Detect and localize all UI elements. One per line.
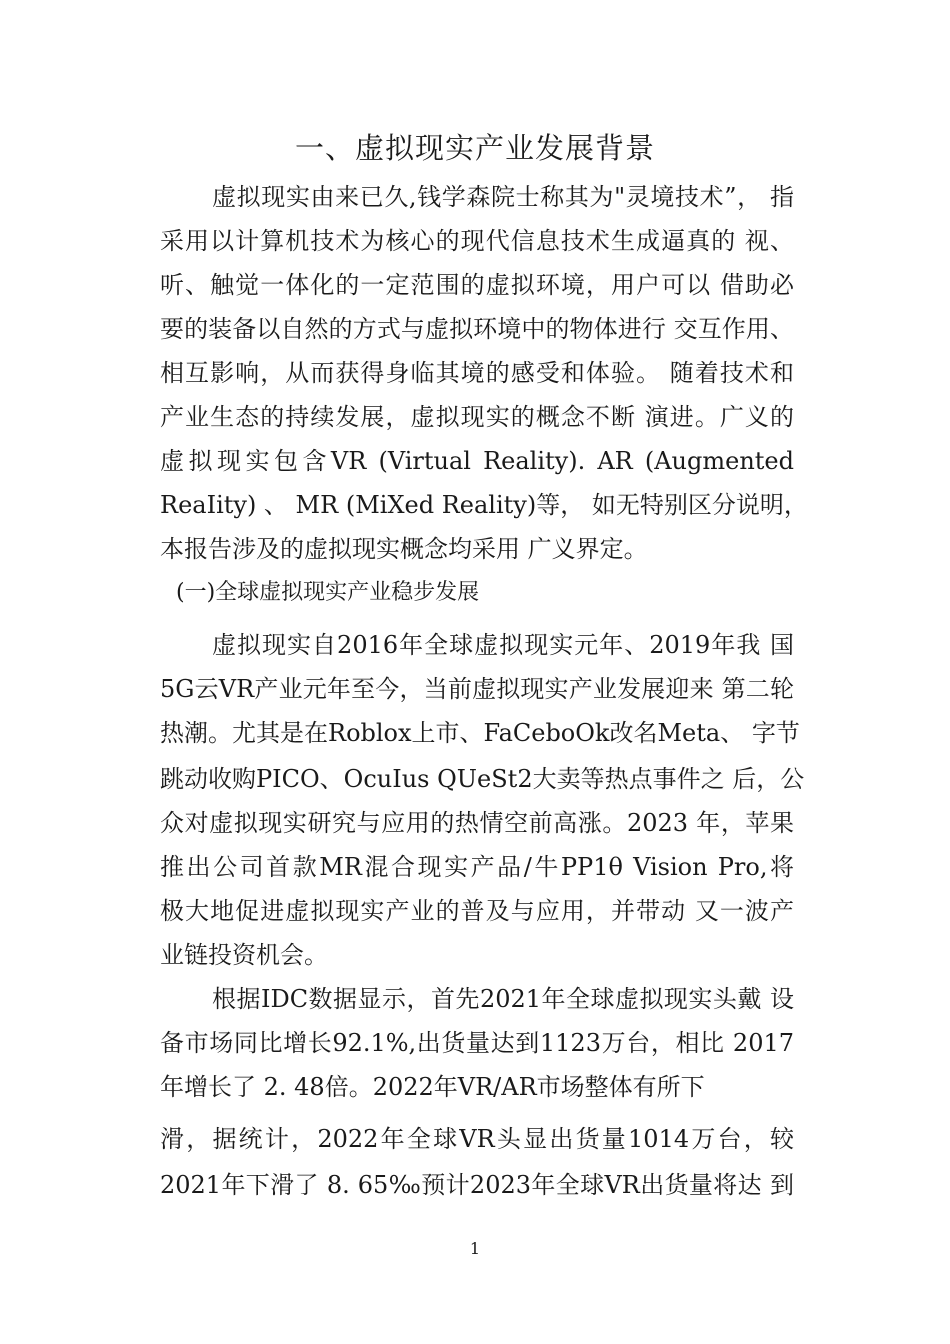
- paragraph-4-line-2: 2021年下滑了 8. 65‰预计2023年全球VR出货量将达 到: [160, 1171, 794, 1199]
- paragraph-1-line-5: 相互影响，从而获得身临其境的感受和体验。 随着技术和: [160, 359, 794, 387]
- paragraph-1-line-3: 听、触觉一体化的一定范围的虚拟环境，用户可以 借助必: [160, 271, 794, 299]
- paragraph-1-line-2: 采用以计算机技术为核心的现代信息技术生成逼真的 视、: [160, 227, 794, 255]
- paragraph-3-line-3: 年增长了 2. 48倍。2022年VR/AR市场整体有所下: [160, 1073, 705, 1101]
- page-number: 1: [469, 1239, 481, 1258]
- paragraph-4-line-1: 滑，据统计，2022年全球VR头显出货量1014万台，较: [160, 1125, 794, 1153]
- paragraph-2-line-1: 虚拟现实自2016年全球虚拟现实元年、2019年我 国: [212, 631, 794, 659]
- paragraph-2-line-8: 业链投资机会。: [160, 941, 328, 969]
- paragraph-2-line-7: 极大地促进虚拟现实产业的普及与应用，并带动 又一波产: [160, 897, 794, 925]
- paragraph-1-line-1: 虚拟现实由来已久,钱学森院士称其为"灵境技术”， 指: [212, 183, 794, 211]
- paragraph-2-line-6: 推出公司首款MR混合现实产品/牛PP1θ Vision Pro,将: [160, 853, 794, 881]
- section-title: 一、虚拟现实产业发展背景: [294, 131, 655, 165]
- paragraph-2-line-2: 5G云VR产业元年至今，当前虚拟现实产业发展迎来 第二轮: [160, 675, 794, 703]
- paragraph-2-line-5: 众对虚拟现实研究与应用的热情空前高涨。2023 年，苹果: [160, 809, 794, 837]
- paragraph-3-line-2: 备市场同比增长92.1%,出货量达到1123万台，相比 2017: [160, 1029, 794, 1057]
- subsection-heading: (一)全球虚拟现实产业稳步发展: [176, 580, 480, 605]
- paragraph-2-line-3: 热潮。尤其是在Roblox上市、FaCeboOk改名Meta、 字节: [160, 719, 800, 747]
- paragraph-1-line-6: 产业生态的持续发展，虚拟现实的概念不断 演进。广义的: [160, 403, 794, 431]
- paragraph-1-line-9: 本报告涉及的虚拟现实概念均采用 广义界定。: [160, 535, 648, 563]
- paragraph-1-line-4: 要的装备以自然的方式与虚拟环境中的物体进行 交互作用、: [160, 315, 794, 343]
- paragraph-3-line-1: 根据IDC数据显示，首先2021年全球虚拟现实头戴 设: [212, 985, 794, 1013]
- paragraph-2-line-4: 跳动收购PICO、OcuIus QUeSt2大卖等热点事件之 后，公: [160, 765, 805, 793]
- paragraph-1-line-7: 虚拟现实包含VR (Virtual Reality). AR (Augmented: [160, 447, 794, 475]
- paragraph-1-line-8: ReaIity) 、 MR (MiXed Reality)等， 如无特别区分说明，: [160, 491, 808, 519]
